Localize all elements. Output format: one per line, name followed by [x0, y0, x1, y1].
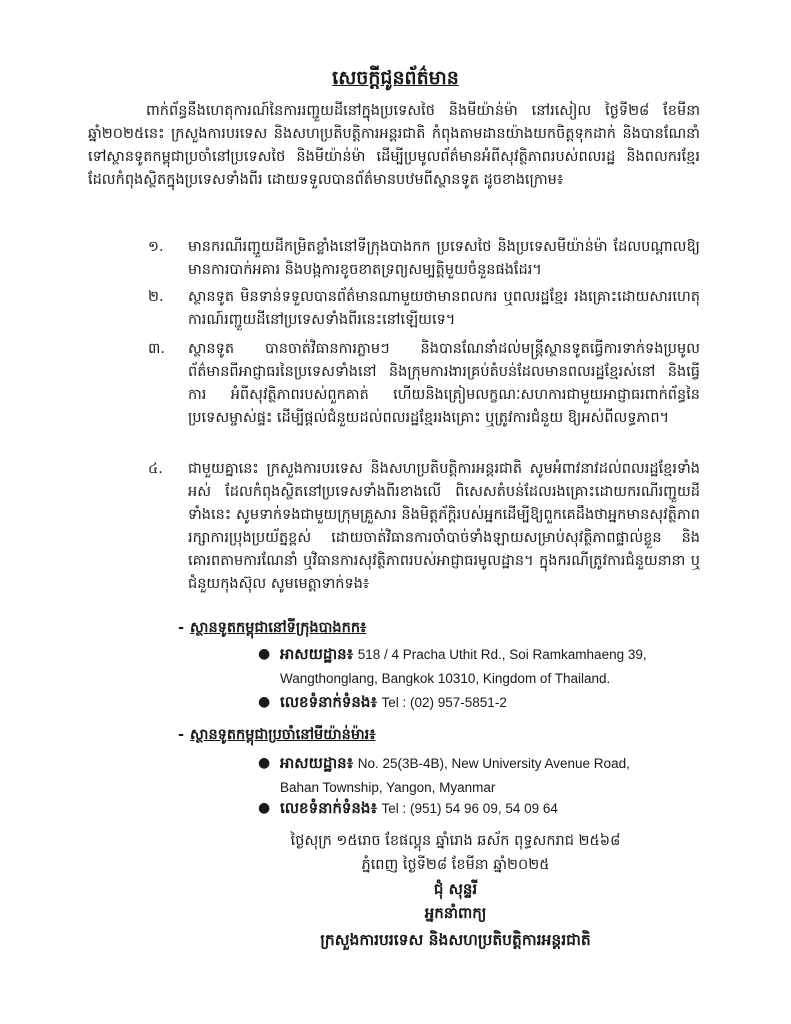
intro-text: ពាក់ព័ន្ធនឹងហេតុការណ៍នៃការរញ្ជួយដីនៅក្នុងប្រទេសថៃ និងមីយ៉ាន់ម៉ា នៅរសៀល ថ្ងៃទី២៨ ខែមីនា ឆ្នាំ២០២៥នេះ ក្រសួងការបរទេស និងសហប្រតិបត្តិការអន្តរជាតិ កំពុងតាមដានយ៉ាងយកចិត្តទុកដាក់ និងបានណែនាំទៅស្ថានទូតកម្ពុជាប្រចាំនៅប្រទេសថៃ និងមីយ៉ាន់ម៉ា ដើម្បីប្រមូលព័ត៌មានអំពីសុវត្ថិភាពរបស់ពលរដ្ឋ និងពលករខ្មែរ ដែលកំពុងស្ថិតក្នុងប្រទេសទាំងពីរ ដោយទទួលបានព័ត៌មានបឋមពីស្ថានទូត ដូចខាងក្រោម៖ — [88, 103, 700, 188]
item-text: ស្ថានទូត មិនទាន់ទទួលបានព័ត៌មានណាមួយថាមានពលករ ឬពលរដ្ឋខ្មែរ រងគ្រោះដោយសារហេតុការណ៍រញ្ជួយដីនៅប្រទេសទាំងពីរនេះនៅឡើយទេ។ — [188, 289, 700, 328]
signer-title: អ្នកនាំពាក្យ — [424, 904, 487, 922]
embassy-bangkok-address — [258, 643, 708, 690]
embassy-yangon-heading: - ស្ថានទូតកម្ពុជាប្រចាំនៅមីយ៉ាន់ម៉ារ៖ — [178, 727, 376, 743]
item-text: ស្ថានទូត បានចាត់វិធានការភ្លាមៗ និងបានណែនាំដល់មន្ត្រីស្ថានទូតធ្វើការទាក់ទងប្រមូលព័ត៌មានពីអាជ្ញាធរនៃប្រទេសទាំងនៅ និងក្រុមការងារគ្រប់តំបន់ដែលមានពលរដ្ឋខ្មែរស់នៅ និងធ្វើការ អំពីសុវត្ថិភាពរបស់ពួកគាត់ ហើយនិងត្រៀមលក្ខណៈសហការជាមួយអាជ្ញាធរពាក់ព័ន្ធនៃប្រទេសម្ចាស់ផ្ទះ ដើម្បីផ្តល់ជំនួយដល់ពលរដ្ឋខ្មែររងគ្រោះ ឬត្រូវការជំនួយ ឱ្យអស់ពីលទ្ធភាព។ — [188, 341, 700, 426]
item-number: ៤. — [148, 461, 163, 477]
ministry-name: ក្រសួងការបរទេស និងសហប្រតិបត្តិការអន្តរជាតិ — [320, 931, 591, 949]
address-line-1: No. 25(3B-4B), New University Avenue Road, — [357, 756, 630, 771]
address-line-2: Bahan Township, Yangon, Myanmar — [280, 780, 496, 795]
item-number: ៣. — [148, 341, 165, 357]
phone-label: លេខទំនាក់ទំនង៖ — [280, 693, 378, 711]
list-item-2 — [118, 286, 700, 332]
phone-number: Tel : (02) 957-5851-2 — [381, 695, 507, 710]
list-item-4 — [118, 458, 700, 596]
item-text: មានករណីរញ្ជួយដីកម្រិតខ្លាំងនៅទីក្រុងបាងកក ប្រទេសថៃ និងប្រទេសមីយ៉ាន់ម៉ា ដែលបណ្តាលឱ្យមានការបាក់អគារ និងបង្កការខូចខាតទ្រព្យសម្បត្តិមួយចំនួនផងដែរ។ — [188, 239, 700, 278]
phone-label: លេខទំនាក់ទំនង៖ — [280, 799, 378, 817]
lunar-date: ថ្ងៃសុក្រ ១៥រោច ខែផល្គុន ឆ្នាំរោង ឆស័ក ពុទ្ធសករាជ ២៥៦៨ — [290, 833, 621, 849]
embassy-yangon-address — [258, 752, 708, 799]
bullet-icon: ● — [258, 800, 271, 816]
bullet-icon: ● — [258, 755, 271, 771]
item-number: ១. — [148, 239, 164, 255]
signer-name: ជុំ សុន្ទរី — [433, 880, 478, 898]
address-label: អាសយដ្ឋាន៖ — [280, 754, 354, 772]
list-item-3 — [118, 338, 700, 430]
item-text: ជាមួយគ្នានេះ ក្រសួងការបរទេស និងសហប្រតិបត្តិការអន្តរជាតិ សូមអំពាវនាវដល់ពលរដ្ឋខ្មែរទាំងអស់ ដែលកំពុងស្ថិតនៅប្រទេសទាំងពីរខាងលើ ពិសេសតំបន់ដែលរងគ្រោះដោយករណីរញ្ជួយដីទាំងនេះ សូមទាក់ទងជាមួយក្រុមគ្រួសារ និងមិត្តភ័ក្តិរបស់អ្នកដើម្បីឱ្យពួកគេដឹងថាអ្នកមានសុវត្ថិភាព រក្សាការប្រុងប្រយ័ត្នខ្ពស់ ដោយចាត់វិធានការចាំបាច់ទាំងឡាយសម្រាប់សុវត្ថិភាពផ្ទាល់ខ្លួន និងគោរពតាមការណែនាំ ឬវិធានការសុវត្ថិភាពរបស់អាជ្ញាធរមូលដ្ឋាន។ ក្នុងករណីត្រូវការជំនួយនានា ឬជំនួយកុងស៊ុល សូមមេត្តាទាក់ទង៖ — [188, 461, 700, 592]
intro-paragraph — [88, 100, 700, 192]
solar-date: ភ្នំពេញ ថ្ងៃទី២៨ ខែមីនា ឆ្នាំ២០២៥ — [361, 857, 550, 873]
bullet-icon: ● — [258, 694, 271, 710]
list-item-1 — [118, 236, 700, 282]
address-label: អាសយដ្ឋាន៖ — [280, 645, 354, 663]
bullet-icon: ● — [258, 646, 271, 662]
address-line-1: 518 / 4 Pracha Uthit Rd., Soi Ramkamhaeng 39, — [357, 647, 647, 662]
embassy-bangkok-phone — [258, 691, 708, 715]
item-number: ២. — [148, 289, 164, 305]
document-title: សេចក្តីជូនព័ត៌មាន — [332, 67, 459, 89]
embassy-yangon-phone — [258, 797, 708, 821]
phone-number: Tel : (951) 54 96 09, 54 09 64 — [381, 801, 558, 816]
embassy-bangkok-heading: - ស្ថានទូតកម្ពុជានៅទីក្រុងបាងកក៖ — [178, 620, 367, 636]
address-line-2: Wangthonglang, Bangkok 10310, Kingdom of Thailand. — [280, 671, 611, 686]
